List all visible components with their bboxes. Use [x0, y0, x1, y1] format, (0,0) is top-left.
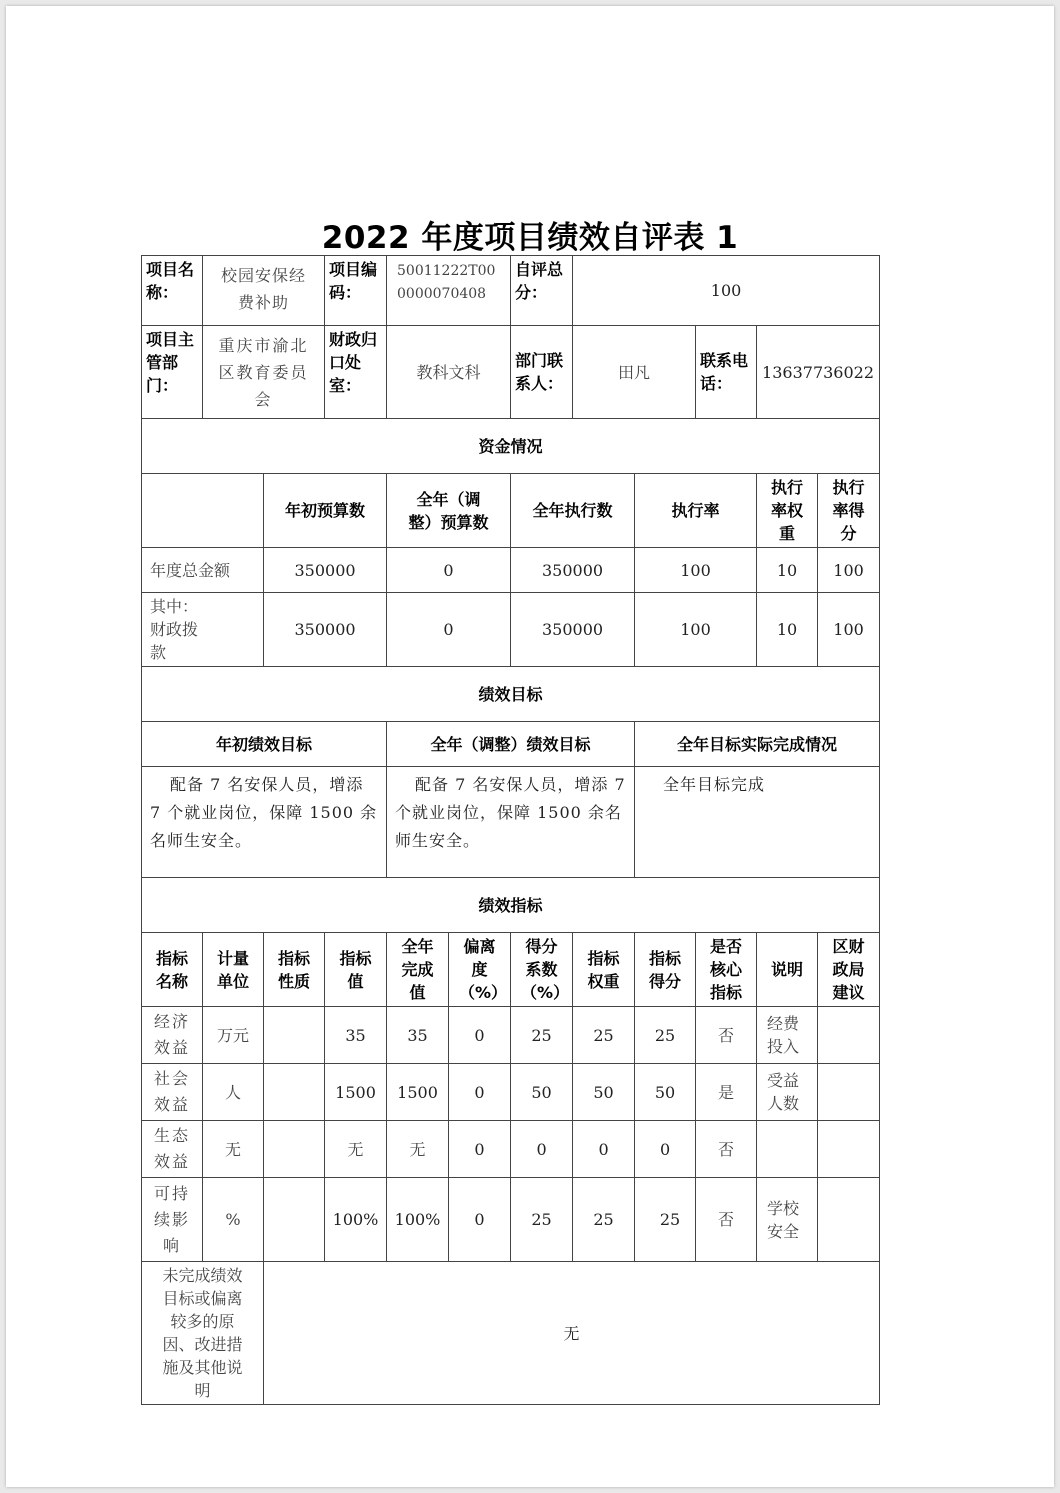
self-score-label: 自评总分： [511, 256, 573, 326]
indicator-row [142, 1064, 880, 1121]
ind-coef: 0 [511, 1121, 573, 1178]
ind-note [757, 1121, 818, 1178]
funds-col-blank [142, 474, 264, 548]
indicator-row [142, 1121, 880, 1178]
indicator-row [142, 1178, 880, 1262]
project-name-value: 校园安保经费补助 [203, 256, 325, 326]
ind-done: 无 [387, 1121, 449, 1178]
goals-content-row [142, 767, 880, 878]
ind-weight: 50 [573, 1064, 635, 1121]
ind-col-coef: 得分系数（%） [511, 933, 573, 1007]
funds-row-total [142, 548, 880, 593]
ind-score: 25 [635, 1178, 696, 1262]
ind-done: 100% [387, 1178, 449, 1262]
phone-label: 联系电话： [696, 326, 757, 419]
ind-coef: 25 [511, 1007, 573, 1064]
goals-col-initial: 年初绩效目标 [142, 722, 387, 767]
funds-rate: 100 [635, 548, 757, 593]
ind-dev: 0 [449, 1178, 511, 1262]
funds-score: 100 [818, 593, 880, 667]
ind-advice [818, 1121, 880, 1178]
dept-value: 重庆市渝北区教育委员会 [203, 326, 325, 419]
ind-note: 受益人数 [757, 1064, 818, 1121]
ind-value: 35 [325, 1007, 387, 1064]
funds-row-fiscal [142, 593, 880, 667]
reasons-label: 未完成绩效目标或偏离较多的原因、改进措施及其他说明 [142, 1262, 264, 1405]
ind-col-weight: 指标权重 [573, 933, 635, 1007]
ind-advice [818, 1064, 880, 1121]
funds-adjusted: 0 [387, 593, 511, 667]
funds-header-row [142, 474, 880, 548]
ind-col-note: 说明 [757, 933, 818, 1007]
goals-initial-text: 配备 7 名安保人员，增添 7 个就业岗位，保障 1500 余名师生安全。 [142, 767, 387, 878]
indicator-row [142, 1007, 880, 1064]
funds-weight: 10 [757, 548, 818, 593]
ind-nature [264, 1064, 325, 1121]
funds-adjusted: 0 [387, 548, 511, 593]
ind-name: 经济效益 [142, 1007, 203, 1064]
ind-value: 无 [325, 1121, 387, 1178]
funds-row-label: 年度总金额 [142, 548, 264, 593]
ind-advice [818, 1007, 880, 1064]
ind-col-core: 是否核心指标 [696, 933, 757, 1007]
ind-dev: 0 [449, 1064, 511, 1121]
goals-section-title: 绩效目标 [142, 667, 880, 722]
project-code-label: 项目编码： [325, 256, 387, 326]
funds-executed: 350000 [511, 548, 635, 593]
funds-rate: 100 [635, 593, 757, 667]
ind-nature [264, 1007, 325, 1064]
funds-budget: 350000 [264, 548, 387, 593]
ind-note: 经费投入 [757, 1007, 818, 1064]
ind-score: 50 [635, 1064, 696, 1121]
header-row-1 [142, 256, 880, 326]
ind-core: 是 [696, 1064, 757, 1121]
indicators-section-row [142, 878, 880, 933]
ind-name: 生态效益 [142, 1121, 203, 1178]
ind-coef: 25 [511, 1178, 573, 1262]
ind-col-advice: 区财政局建议 [818, 933, 880, 1007]
page-title: 2022 年度项目绩效自评表 1 [321, 220, 739, 256]
ind-done: 1500 [387, 1064, 449, 1121]
ind-core: 否 [696, 1178, 757, 1262]
ind-name: 可持续影响 [142, 1178, 203, 1262]
contact-value: 田凡 [573, 326, 696, 419]
ind-unit: % [203, 1178, 264, 1262]
ind-unit: 人 [203, 1064, 264, 1121]
ind-score: 0 [635, 1121, 696, 1178]
funds-budget: 350000 [264, 593, 387, 667]
goals-adjusted-text: 配备 7 名安保人员，增添 7 个就业岗位，保障 1500 余名师生安全。 [387, 767, 635, 878]
finance-label: 财政归口处室： [325, 326, 387, 419]
funds-col-score: 执行率得分 [818, 474, 880, 548]
funds-weight: 10 [757, 593, 818, 667]
ind-value: 1500 [325, 1064, 387, 1121]
document-page [6, 6, 1054, 1487]
ind-nature [264, 1178, 325, 1262]
ind-col-name: 指标名称 [142, 933, 203, 1007]
ind-value: 100% [325, 1178, 387, 1262]
ind-coef: 50 [511, 1064, 573, 1121]
funds-col-adjusted: 全年（调整）预算数 [387, 474, 511, 548]
ind-note: 学校安全 [757, 1178, 818, 1262]
funds-section-title: 资金情况 [142, 419, 880, 474]
ind-dev: 0 [449, 1121, 511, 1178]
ind-weight: 25 [573, 1178, 635, 1262]
ind-nature [264, 1121, 325, 1178]
funds-col-budget: 年初预算数 [264, 474, 387, 548]
ind-dev: 0 [449, 1007, 511, 1064]
funds-col-executed: 全年执行数 [511, 474, 635, 548]
goals-actual-text: 全年目标完成 [635, 767, 880, 878]
ind-unit: 万元 [203, 1007, 264, 1064]
finance-value: 教科文科 [387, 326, 511, 419]
self-score-value: 100 [573, 256, 880, 326]
ind-score: 25 [635, 1007, 696, 1064]
funds-col-weight: 执行率权重 [757, 474, 818, 548]
contact-label: 部门联系人： [511, 326, 573, 419]
funds-col-rate: 执行率 [635, 474, 757, 548]
goals-section-row [142, 667, 880, 722]
funds-section-row [142, 419, 880, 474]
indicators-header-row [142, 933, 880, 1007]
ind-col-unit: 计量单位 [203, 933, 264, 1007]
phone-value: 13637736022 [757, 326, 880, 419]
goals-header-row [142, 722, 880, 767]
ind-col-nature: 指标性质 [264, 933, 325, 1007]
ind-weight: 0 [573, 1121, 635, 1178]
ind-col-score: 指标得分 [635, 933, 696, 1007]
evaluation-table [141, 255, 880, 1405]
funds-score: 100 [818, 548, 880, 593]
project-code-value: 50011222T000000070408 [387, 256, 511, 326]
funds-executed: 350000 [511, 593, 635, 667]
dept-label: 项目主管部门： [142, 326, 203, 419]
project-name-label: 项目名称： [142, 256, 203, 326]
ind-core: 否 [696, 1007, 757, 1064]
ind-advice [818, 1178, 880, 1262]
reasons-row [142, 1262, 880, 1405]
ind-unit: 无 [203, 1121, 264, 1178]
ind-col-done: 全年完成值 [387, 933, 449, 1007]
funds-row-label: 其中：财政拨款 [142, 593, 264, 667]
reasons-value: 无 [264, 1262, 880, 1405]
ind-col-dev: 偏离度（%） [449, 933, 511, 1007]
indicators-section-title: 绩效指标 [142, 878, 880, 933]
ind-core: 否 [696, 1121, 757, 1178]
header-row-2 [142, 326, 880, 419]
ind-weight: 25 [573, 1007, 635, 1064]
ind-col-value: 指标值 [325, 933, 387, 1007]
ind-name: 社会效益 [142, 1064, 203, 1121]
ind-done: 35 [387, 1007, 449, 1064]
goals-col-adjusted: 全年（调整）绩效目标 [387, 722, 635, 767]
goals-col-actual: 全年目标实际完成情况 [635, 722, 880, 767]
